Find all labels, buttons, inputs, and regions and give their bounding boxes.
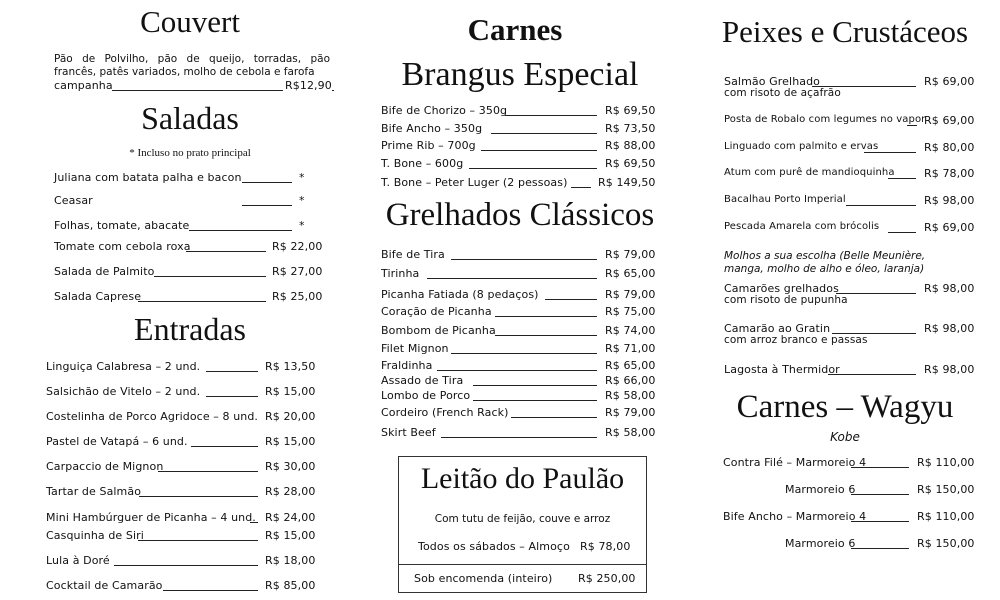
brangus-item-price: R$ 69,50: [605, 104, 656, 117]
grelhado-item: [381, 389, 661, 403]
entrada-item-price: R$ 85,00: [265, 579, 316, 592]
grelhado-item-name: Filet Mignon: [381, 342, 449, 355]
entrada-item: [46, 485, 321, 499]
brangus-item-price: R$ 69,50: [605, 157, 656, 170]
entrada-item-price: R$ 30,00: [265, 460, 316, 473]
leader-dots: [191, 446, 258, 447]
grelhado-item-name: Bife de Tira: [381, 248, 445, 261]
brangus-item: [381, 104, 661, 118]
wagyu-title: Carnes – Wagyu: [736, 389, 954, 425]
wagyu-item-name: Contra Filé – Marmoreio 4: [723, 456, 867, 469]
grelhado-item: [381, 305, 661, 319]
leader-dots: [491, 133, 597, 134]
leader-dots: [473, 385, 597, 386]
entrada-item-name: Salsichão de Vitelo – 2 und.: [46, 385, 201, 398]
peixe-item-price: R$ 69,00: [924, 221, 975, 234]
salad-item-name: Juliana com batata palha e bacon: [54, 171, 242, 184]
peixe-item-name: Salmão Grelhado: [724, 75, 821, 88]
wagyu-item-name: Marmoreio 6: [785, 537, 856, 550]
leader-dots: [158, 471, 258, 472]
leader-dots: [437, 370, 597, 371]
grelhado-item: [381, 426, 661, 440]
peixe-item-price: R$ 69,00: [924, 75, 975, 88]
peixe-item: [724, 75, 974, 103]
couvert-price: R$12,90: [285, 79, 332, 92]
leader-dots: [545, 299, 597, 300]
peixe-item-price: R$ 98,00: [924, 322, 975, 335]
entrada-item-price: R$ 18,00: [265, 554, 316, 567]
entrada-item-name: Cocktail de Camarão: [46, 579, 163, 592]
entrada-item-name: Mini Hambúrguer de Picanha – 4 und.: [46, 511, 256, 524]
peixe-item-name: Linguado com palmito e ervas: [724, 141, 879, 152]
peixe-item-price: R$ 80,00: [924, 141, 975, 154]
leader-dots: [836, 293, 916, 294]
grelhado-item-price: R$ 65,00: [605, 267, 656, 280]
peixe-item-sub: com risoto de açafrão: [724, 87, 841, 99]
brangus-item: [381, 122, 661, 136]
peixe-item-name: Atum com purê de mandioquinha: [724, 167, 895, 178]
wagyu-item: [723, 483, 973, 497]
saladas-note: * Incluso no prato principal: [129, 147, 251, 159]
grelhado-item: [381, 374, 661, 388]
wagyu-item-name: Bife Ancho – Marmoreio 4: [723, 510, 867, 523]
grelhado-item-price: R$ 75,00: [605, 305, 656, 318]
entrada-item: [46, 460, 321, 474]
leader-dots: [451, 353, 597, 354]
molhos-note: Molhos a sua escolha (Belle Meunière, manga, molho de alho e óleo, laranja): [724, 250, 926, 275]
salad-item-name: Salada de Palmito: [54, 265, 155, 278]
leader-dots: [495, 316, 597, 317]
leitao-item: [414, 572, 644, 586]
brangus-item-name: T. Bone – 600g: [381, 157, 464, 170]
entrada-item: [46, 360, 321, 374]
wagyu-item: [723, 537, 973, 551]
salad-item-price: R$ 25,00: [272, 290, 323, 303]
leader-dots: [511, 417, 597, 418]
entrada-item-price: R$ 15,00: [265, 529, 316, 542]
leader-dots: [242, 182, 292, 183]
entrada-item-name: Casquinha de Siri: [46, 529, 144, 542]
peixe-item-sub: com risoto de pupunha: [724, 294, 848, 306]
salad-item-price: R$ 27,00: [272, 265, 323, 278]
carnes-title: Carnes: [467, 12, 563, 47]
grelhado-item-price: R$ 71,00: [605, 342, 656, 355]
grelhado-item-name: Cordeiro (French Rack): [381, 406, 509, 419]
leader-dots: [907, 125, 917, 126]
peixe-item-sub: com arroz branco e passas: [724, 334, 868, 346]
grelhado-item: [381, 288, 661, 302]
leader-dots: [851, 467, 909, 468]
leader-dots: [851, 521, 909, 522]
peixe-item-price: R$ 98,00: [924, 194, 975, 207]
wagyu-item-price: R$ 110,00: [917, 456, 975, 469]
brangus-item: [381, 157, 661, 171]
peixe-item: [724, 194, 974, 208]
salad-item: [54, 194, 314, 208]
grelhado-item-price: R$ 74,00: [605, 324, 656, 337]
entrada-item: [46, 529, 321, 543]
leader-dots: [441, 437, 597, 438]
grelhado-item-price: R$ 79,00: [605, 248, 656, 261]
peixe-item: [724, 141, 974, 155]
leader-dots: [250, 522, 258, 523]
brangus-item-name: Prime Rib – 700g: [381, 139, 476, 152]
peixe-item: [724, 363, 974, 377]
couvert-description-text: Pão de Polvilho, pão de queijo, torradas, pão francês, patês variados, molho de cebola e farofa: [54, 53, 330, 78]
salad-item-name: Folhas, tomate, abacate: [54, 219, 190, 232]
brangus-item: [381, 139, 661, 153]
leader-dots: [851, 494, 909, 495]
entrada-item: [46, 554, 321, 568]
leader-dots: [469, 168, 597, 169]
couvert-last-text: campanha: [54, 79, 113, 92]
leitao-item-price: R$ 250,00: [578, 572, 636, 585]
grelhado-item: [381, 324, 661, 338]
grelhado-item-name: Picanha Fatiada (8 pedaços): [381, 288, 539, 301]
grelhado-item-name: Lombo de Porco: [381, 389, 471, 402]
salad-item: [54, 171, 314, 185]
entrada-item-price: R$ 20,00: [265, 410, 316, 423]
grelhado-item-price: R$ 66,00: [605, 374, 656, 387]
couvert-last-line: [54, 79, 334, 93]
couvert-description: [54, 53, 330, 79]
leader-dots: [495, 335, 597, 336]
peixe-item-name: Posta de Robalo com legumes no vapor: [724, 114, 926, 125]
grelhado-item: [381, 267, 661, 281]
grelhado-item-name: Assado de Tira: [381, 374, 464, 387]
salad-item: [54, 265, 329, 279]
brangus-title: Brangus Especial: [401, 56, 639, 93]
peixe-item-price: R$ 78,00: [924, 167, 975, 180]
leitao-item-name: Todos os sábados – Almoço: [418, 540, 570, 553]
salad-item-price: R$ 22,00: [272, 240, 323, 253]
leader-dots: [851, 548, 909, 549]
peixe-item-price: R$ 69,00: [924, 114, 975, 127]
grelhado-item-name: Bombom de Picanha: [381, 324, 496, 337]
wagyu-item-name: Marmoreio 6: [785, 483, 856, 496]
salad-item-name: Salada Caprese: [54, 290, 142, 303]
peixe-item: [724, 221, 974, 235]
grelhado-item: [381, 406, 661, 420]
leitao-subtitle: Com tutu de feijão, couve e arroz: [434, 513, 611, 525]
leader-dots: [481, 150, 597, 151]
leitao-item-name: Sob encomenda (inteiro): [414, 572, 553, 585]
salad-item-price: *: [299, 194, 305, 207]
leader-dots: [473, 400, 597, 401]
grelhados-title: Grelhados Clássicos: [385, 197, 655, 233]
salad-item: [54, 240, 329, 254]
peixe-item-name: Camarões grelhados: [724, 282, 839, 295]
leader-dots: [138, 301, 266, 302]
salad-item-name: Tomate com cebola roxa: [54, 240, 191, 253]
grelhado-item: [381, 342, 661, 356]
peixe-item: [724, 114, 974, 128]
grelhado-item-name: Fraldinha: [381, 359, 433, 372]
grelhado-item: [381, 359, 661, 373]
grelhado-item-price: R$ 79,00: [605, 288, 656, 301]
brangus-item: [381, 176, 661, 190]
salad-item-price: *: [299, 171, 305, 184]
entrada-item: [46, 385, 321, 399]
wagyu-item: [723, 456, 973, 470]
leader-dots: [163, 590, 258, 591]
leader-dots: [505, 115, 597, 116]
grelhado-item-price: R$ 58,00: [605, 426, 656, 439]
leader-dots: [888, 232, 916, 233]
entrada-item: [46, 579, 321, 593]
wagyu-item-price: R$ 110,00: [917, 510, 975, 523]
leitao-title: Leitão do Paulão: [420, 462, 625, 495]
entrada-item-price: R$ 13,50: [265, 360, 316, 373]
leader-dots: [139, 496, 258, 497]
brangus-item-name: Bife de Chorizo – 350g: [381, 104, 508, 117]
grelhado-item-price: R$ 58,00: [605, 389, 656, 402]
grelhado-item: [381, 248, 661, 262]
peixe-item: [724, 282, 974, 310]
entrada-item-name: Carpaccio de Mignon: [46, 460, 164, 473]
entrada-item: [46, 435, 321, 449]
brangus-item-name: T. Bone – Peter Luger (2 pessoas): [381, 176, 568, 189]
grelhado-item-name: Tirinha: [381, 267, 420, 280]
leader-dots: [114, 565, 258, 566]
entrada-item-name: Costelinha de Porco Agridoce – 8 und.: [46, 410, 259, 423]
leitao-item-price: R$ 78,00: [580, 540, 631, 553]
peixe-item-name: Camarão ao Gratin: [724, 322, 831, 335]
entrada-item-name: Lula à Doré: [46, 554, 110, 567]
peixe-item: [724, 322, 974, 350]
entrada-item-price: R$ 15,00: [265, 435, 316, 448]
grelhado-item-name: Coração de Picanha: [381, 305, 492, 318]
peixe-item-name: Pescada Amarela com brócolis: [724, 221, 880, 232]
leader-dots: [189, 230, 292, 231]
entrada-item: [46, 511, 321, 525]
wagyu-item-price: R$ 150,00: [917, 537, 975, 550]
wagyu-item-price: R$ 150,00: [917, 483, 975, 496]
grelhado-item-price: R$ 65,00: [605, 359, 656, 372]
wagyu-subtitle: Kobe: [830, 430, 860, 444]
entrada-item-price: R$ 28,00: [265, 485, 316, 498]
leader-dots: [138, 540, 258, 541]
leitao-item: [418, 540, 643, 554]
entrada-item: [46, 410, 321, 424]
salad-item-price: *: [299, 219, 305, 232]
peixes-title: Peixes e Crustáceos: [721, 14, 969, 49]
peixe-item-name: Bacalhau Porto Imperial: [724, 194, 846, 205]
entradas-title: Entradas: [134, 311, 246, 347]
salad-item: [54, 219, 314, 233]
leader-dots: [846, 205, 916, 206]
entrada-item-name: Pastel de Vatapá – 6 und.: [46, 435, 188, 448]
leader-dots: [154, 276, 266, 277]
grelhado-item-name: Skirt Beef: [381, 426, 436, 439]
grelhado-item-price: R$ 79,00: [605, 406, 656, 419]
peixe-item: [724, 167, 974, 181]
leader-dots: [571, 187, 591, 188]
leader-dots: [888, 178, 916, 179]
leader-dots: [828, 374, 916, 375]
entrada-item-price: R$ 15,00: [265, 385, 316, 398]
entrada-item-name: Tartar de Salmão: [46, 485, 142, 498]
brangus-item-price: R$ 88,00: [605, 139, 656, 152]
peixe-item-price: R$ 98,00: [924, 282, 975, 295]
brangus-item-price: R$ 73,50: [605, 122, 656, 135]
brangus-item-name: Bife Ancho – 350g: [381, 122, 483, 135]
entrada-item-price: R$ 24,00: [265, 511, 316, 524]
couvert-title: Couvert: [140, 4, 240, 39]
salad-item-name: Ceasar: [54, 194, 93, 207]
peixe-item-price: R$ 98,00: [924, 363, 975, 376]
peixe-item-name: Lagosta à Thermidor: [724, 363, 840, 376]
salad-item: [54, 290, 329, 304]
entrada-item-name: Linguiça Calabresa – 2 und.: [46, 360, 201, 373]
wagyu-item: [723, 510, 973, 524]
leader-dots: [206, 371, 258, 372]
leader-dots: [427, 278, 597, 279]
brangus-item-price: R$ 149,50: [598, 176, 656, 189]
leitao-divider: [398, 564, 647, 565]
leader-dots: [206, 396, 258, 397]
leader-dots: [242, 205, 292, 206]
saladas-title: Saladas: [141, 100, 239, 136]
leader-dots: [451, 259, 597, 260]
leader-dots: [186, 251, 266, 252]
leader-dots: [864, 152, 916, 153]
